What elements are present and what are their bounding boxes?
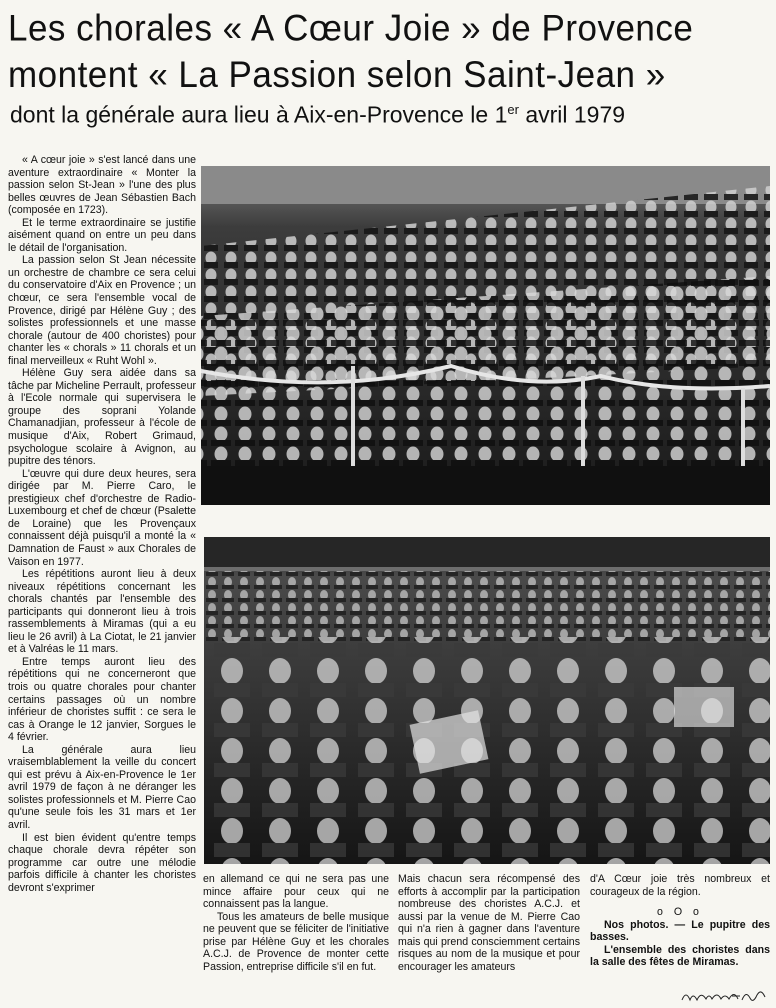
article-column-3 — [398, 873, 580, 1005]
article-column-2 — [203, 873, 389, 1005]
paragraph: Entre temps auront lieu des répétitions qui ne concerneront que trois ou quatre chorales pour chanter certains passages où un nombre inférieur de choristes suffit : ce sera le cas à Orange le 12 janvier, Sorgues le 4 février. — [8, 655, 196, 744]
subhead-date: avril 1979 — [518, 101, 626, 128]
paragraph: La générale aura lieu vraisemblablement la veille du concert qui est prévu à Aix-en-Provence le 1er avril 1979 de façon à ne déranger les solistes professionnels et M. Pierre Cao qu'une seule fois les 31 mars et 1er avril. — [8, 743, 196, 831]
paragraph: « A cœur joie » s'est lancé dans une aventure extraordinaire « Monter la passion selon St-Jean » l'une des plus belles œuvres de Jean Sébastien Bach (composée en 1723). — [8, 154, 196, 217]
paragraph: Les répétitions auront lieu à deux niveaux répétitions concernant les chorals chantés par l'ensemble des participants qui donneront lieu à trois rassemblements à Miramas (qui a eu lieu le 26 avril) à La Ciotat, le 21 janvier et à Valréas le 11 mars. — [8, 568, 196, 656]
subheadline — [10, 96, 625, 129]
photo-caption-2: L'ensemble des choristes dans la salle des fêtes de Miramas. — [590, 943, 770, 969]
paragraph: Il est bien évident qu'entre temps chaque chorale devra répéter son programme car outre une mélodie parfois difficile à chanter les choristes devront s'exprimer — [8, 831, 196, 894]
headline — [8, 6, 768, 98]
paragraph: en allemand ce qui ne sera pas une mince affaire pour ceux qui ne connaissent pas la langue. — [203, 873, 389, 911]
audience-hall-photo — [204, 537, 770, 864]
paragraph: d'A Cœur joie très nombreux et courageux de la région. — [590, 873, 770, 898]
choir-singers-photo — [201, 166, 770, 505]
paragraph: Hélène Guy sera aidée dans sa tâche par Micheline Perrault, professeur à l'Ecole normale qui supervisera le groupe des soprani Yolande Chamanadjian, professeur à l'école de musique d'Aix, Robert Grimaud, psychologue scolaire à Avignon, au pupitre des ténors. — [8, 367, 196, 468]
headline-line-1: Les chorales « A Cœur Joie » de Provence — [8, 8, 694, 50]
subhead-text: dont la générale aura lieu à Aix-en-Provence le 1 — [10, 101, 508, 128]
paragraph: L'œuvre qui dure deux heures, sera dirigée par M. Pierre Caro, le prestigieux chef d'orchestre de Radio-Luxembourg et chef de chœur (Psalette de Loraine) que les Provençaux connaissent déjà puisqu'il a monté la « Damnation de Faust » aux Chorales de Vaison en 1977. — [8, 467, 196, 568]
article-column-1 — [8, 154, 196, 1004]
handwritten-source-signature — [680, 984, 774, 1006]
paragraph: Tous les amateurs de belle musique ne peuvent que se féliciter de l'initiative prise par Hélène Guy et les chorales A.C.J. de Provence de monter cette Passion, entreprise difficile s'il en fut. — [203, 910, 389, 973]
separator: o O o — [657, 906, 703, 919]
paragraph: La passion selon St Jean nécessite un orchestre de chambre ce sera celui du conservatoire d'Aix en Provence ; un chœur, ce sera l'ensemble vocal de Provence, dirigé par Hélène Guy ; des solistes professionnels et une masse chorale (autour de 400 choristes) pour chanter les « chorals » 11 chorals et un final merveilleux « Ruht Wohl ». — [8, 254, 196, 367]
photo-caption-1: Nos photos. — Le pupitre des basses. — [590, 918, 770, 944]
subhead-superscript: er — [507, 102, 519, 117]
headline-line-2: montent « La Passion selon Saint-Jean » — [8, 54, 666, 96]
paragraph: Mais chacun sera récompensé des efforts à accomplir par la participation nombreuse des choristes A.C.J. et aussi par la venue de M. Pierre Cao qui n'a rien à gagner dans l'aventure mais qui prend consciemment certains risques au nom de la musique et pour encourager les amateurs — [398, 873, 580, 973]
paragraph: Et le terme extraordinaire se justifie aisément quand on entre un peu dans le détail de l'organisation. — [8, 216, 196, 254]
